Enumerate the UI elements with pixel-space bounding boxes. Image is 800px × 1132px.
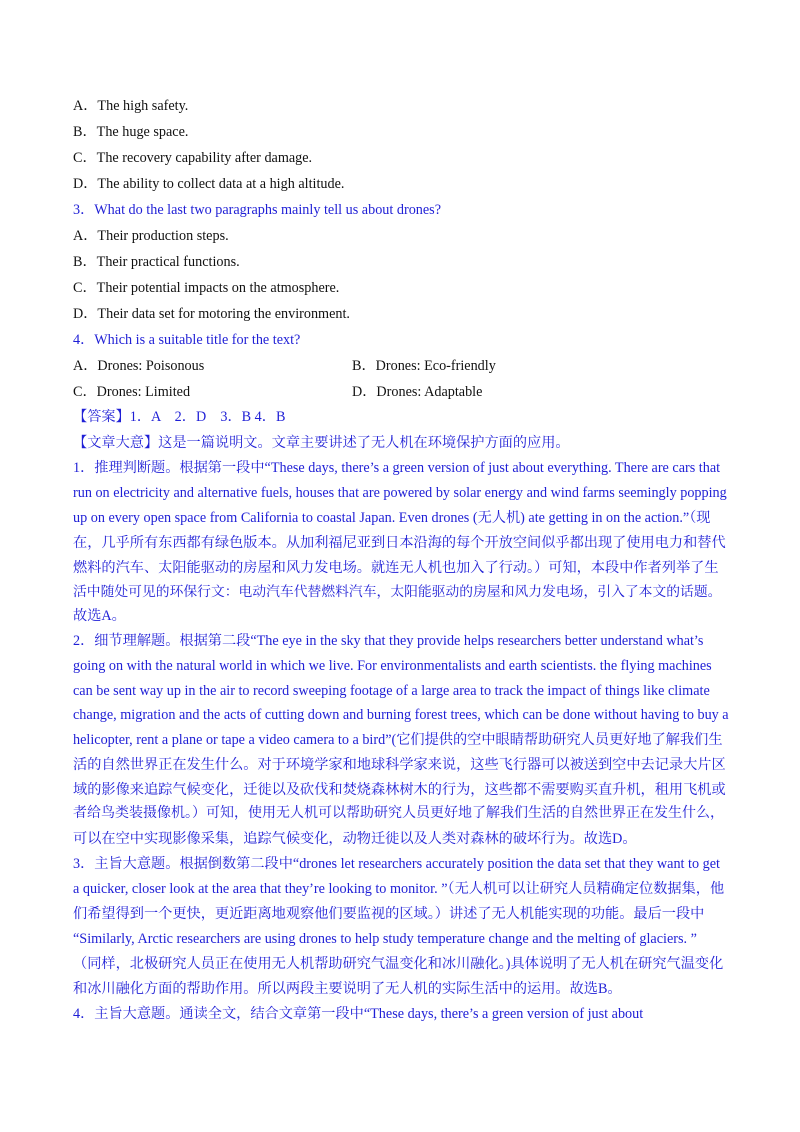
- option-c: C．The recovery capability after damage.: [73, 150, 313, 166]
- explanation-line: 活的自然世界正在发生什么。对于环境学家和地球科学家来说，这些飞行器可以被送到空中去记录大片区: [73, 757, 726, 773]
- question-3: 3．What do the last two paragraphs mainly tell us about drones?: [73, 202, 441, 218]
- q4-option-b: B．Drones: Eco-friendly: [352, 358, 496, 374]
- q3-option-c: C．Their potential impacts on the atmosphere.: [73, 280, 340, 296]
- explanation-line: can be sent way up in the air to record sweeping footage of a large area to track the impact of things like climate: [73, 683, 710, 699]
- q3-option-d: D．Their data set for motoring the environment.: [73, 306, 350, 322]
- explanation-line: “Similarly, Arctic researchers are using drones to help study temperature change and the melting of glaciers. ”: [73, 931, 697, 947]
- explanation-line: 4．主旨大意题。通读全文，结合文章第一段中“These days, there’s a green version of just about: [73, 1006, 644, 1022]
- answer-key: 【答案】1．A 2．D 3．B 4．B: [73, 409, 286, 425]
- q3-option-a: A．Their production steps.: [73, 228, 229, 244]
- explanation-line: 者给鸟类装摄像机。）可知，使用无人机可以帮助研究人员更好地了解我们生活的自然世界正在发生什么，: [73, 806, 724, 821]
- explanation-line: a quicker, closer look at the area that they’re looking to monitor. ”（无人机可以让研究人员精确定位数据集，他: [73, 881, 725, 897]
- explanation-line: 们希望得到一个更快，更近距离地观察他们要监视的区域。）讲述了无人机能实现的功能。最后一段中: [73, 906, 705, 922]
- explanation-line: 域的影像来追踪气候变化，迁徙以及砍伐和焚烧森林树木的行为，这些都不需要购买直升机，租用飞机或: [73, 782, 726, 798]
- explanation-line: run on electricity and alternative fuels, houses that are powered by solar energy and wind farms seemingly popping: [73, 485, 727, 501]
- article-summary: 【文章大意】这是一篇说明文。文章主要讲述了无人机在环境保护方面的应用。: [73, 435, 570, 451]
- explanation-line: helicopter, rent a plane or tape a video camera to a bird”(它们提供的空中眼睛帮助研究人员更好地了解我们生: [73, 732, 723, 748]
- explanation-line: change, migration and the acts of cutting down and burning forest trees, which can be done without having to buy a: [73, 707, 729, 723]
- explanation-line: 1．推理判断题。根据第一段中“These days, there’s a green version of just about everything. There are cars that: [73, 460, 721, 476]
- explanation-line: 活中随处可见的环保行文：电动汽车代替燃料汽车，太阳能驱动的房屋和风力发电场，引入了本文的话题。: [73, 584, 722, 599]
- explanation-line: （同样，北极研究人员正在使用无人机帮助研究气温变化和冰川融化。)具体说明了无人机在研究气温变化: [73, 956, 724, 972]
- explanation-line: 可以在空中实现影像采集，追踪气候变化，动物迁徙以及人类对森林的破坏行为。故选D。: [73, 831, 637, 847]
- q3-option-b: B．Their practical functions.: [73, 254, 240, 270]
- q4-option-a: A．Drones: Poisonous: [73, 358, 205, 374]
- explanation-line: going on with the natural world in which we live. For environmentalists and earth scientists. the flying machines: [73, 658, 712, 674]
- option-b: B．The huge space.: [73, 124, 189, 140]
- explanation-line: 2．细节理解题。根据第二段“The eye in the sky that they provide helps researchers better understand what’s: [73, 633, 704, 649]
- explanation-line: 燃料的汽车、太阳能驱动的房屋和风力发电场。就连无人机也加入了行动。）可知，本段中作者列举了生: [73, 560, 719, 576]
- explanation-line: 和冰川融化方面的帮助作用。所以两段主要说明了无人机的实际生活中的运用。故选B。: [73, 981, 622, 997]
- q4-option-d: D．Drones: Adaptable: [352, 384, 483, 400]
- explanation-line: 在，几乎所有东西都有绿色版本。从加利福尼亚到日本沿海的每个开放空间似乎都出现了使用电力和替代: [73, 535, 726, 551]
- explanation-line: 故选A。: [73, 608, 126, 624]
- option-a: A．The high safety.: [73, 98, 189, 114]
- q4-option-c: C．Drones: Limited: [73, 384, 191, 400]
- option-d: D．The ability to collect data at a high altitude.: [73, 176, 345, 192]
- explanation-line: 3．主旨大意题。根据倒数第二段中“drones let researchers accurately position the data set that they want to get: [73, 856, 720, 872]
- explanation-line: up on every open space from California to coastal Japan. Even drones (无人机) ate getting in on the action.”（现: [73, 510, 711, 526]
- question-4: 4．Which is a suitable title for the text?: [73, 332, 301, 348]
